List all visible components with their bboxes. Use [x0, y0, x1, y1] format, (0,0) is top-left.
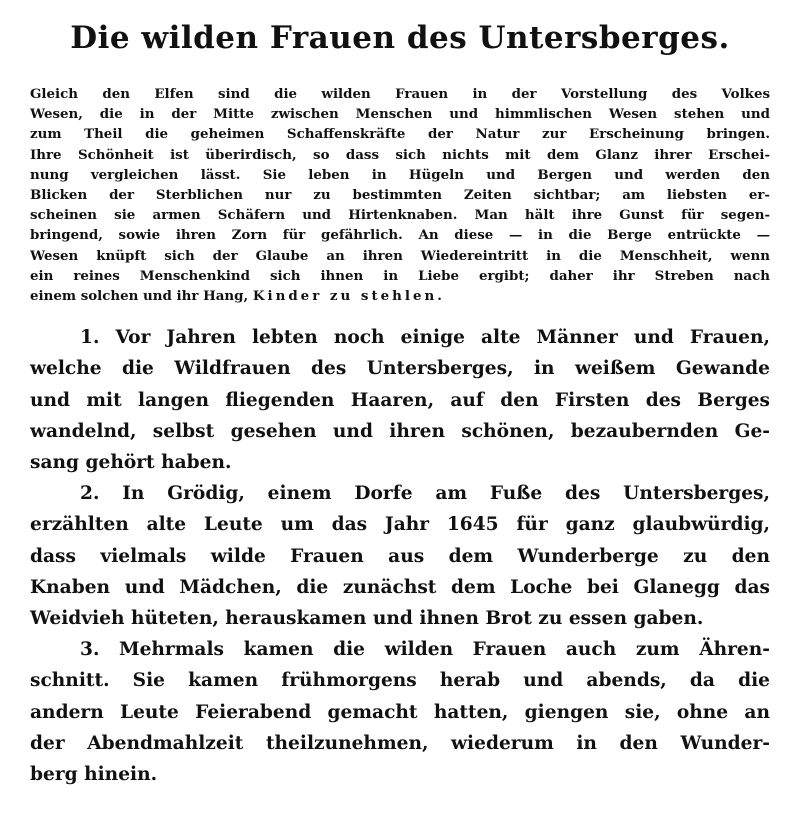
page-title: Die wilden Frauen des Untersberges. — [70, 20, 730, 56]
text-line: Gleich den Elfen sind die wilden Frauen in der Vorstellung des Volkes — [30, 86, 770, 102]
text-line: Weidvieh hüteten, herauskamen und ihnen Brot zu essen gaben. — [30, 608, 704, 630]
text-line: der Abendmahlzeit theilzunehmen, wiederum in den Wunder- — [30, 732, 770, 754]
text-line: dass vielmals wilde Frauen aus dem Wunderberge zu den — [30, 545, 770, 567]
numbered-paragraph-3 — [30, 634, 770, 790]
text-line: zum Theil die geheimen Schaffenskräfte der Natur zur Erscheinung bringen. — [30, 126, 770, 143]
text-line: andern Leute Feierabend gemacht hatten, giengen sie, ohne an — [30, 701, 770, 723]
numbered-paragraph-2 — [30, 478, 770, 634]
text-line: sang gehört haben. — [30, 452, 232, 474]
text-line: 2. In Grödig, einem Dorfe am Fuße des Untersberges, — [80, 483, 770, 505]
text-line: Wesen, die in der Mitte zwischen Menschen und himmlischen Wesen stehen und — [30, 106, 770, 123]
text-line: und mit langen fliegenden Haaren, auf den Firsten des Berges — [30, 389, 770, 411]
text-line — [30, 286, 770, 306]
text-line: 3. Mehrmals kamen die wilden Frauen auch zum Ähren- — [80, 639, 770, 661]
text-line: erzählten alte Leute um das Jahr 1645 für ganz glaubwürdig, — [30, 514, 770, 536]
text-segment: einem solchen und ihr Hang, — [30, 288, 249, 305]
text-line: Ihre Schönheit ist überirdisch, so dass sich nichts mit dem Glanz ihrer Erschei- — [30, 146, 770, 163]
text-line: berg hinein. — [30, 764, 158, 786]
intro-paragraph — [30, 84, 770, 306]
text-line: scheinen sie armen Schäfern und Hirtenknaben. Man hält ihre Gunst für segen- — [30, 207, 770, 224]
text-line: bringend, sowie ihren Zorn für gefährlich. An diese — in die Berge entrückte — — [30, 227, 770, 244]
text-line: Knaben und Mädchen, die zunächst dem Loche bei Glanegg das — [30, 576, 770, 598]
text-line: Wesen knüpft sich der Glaube an ihren Wiedereintritt in die Menschheit, wenn — [30, 247, 770, 264]
numbered-paragraph-1 — [30, 322, 770, 478]
spaced-emphasis: Kinder zu stehlen. — [252, 288, 445, 305]
text-line: ein reines Menschenkind sich ihnen in Liebe ergibt; daher ihr Streben nach — [30, 267, 770, 284]
text-line: wandelnd, selbst gesehen und ihren schönen, bezaubernden Ge- — [30, 420, 770, 442]
text-line: nung vergleichen lässt. Sie leben in Hügeln und Bergen und werden den — [30, 166, 770, 183]
text-line: welche die Wildfrauen des Untersberges, in weißem Gewande — [30, 358, 770, 380]
text-line: schnitt. Sie kamen frühmorgens herab und abends, da die — [30, 670, 770, 692]
text-line: 1. Vor Jahren lebten noch einige alte Männer und Frauen, — [80, 327, 770, 349]
text-line: Blicken der Sterblichen nur zu bestimmten Zeiten sichtbar; am liebsten er- — [30, 187, 770, 204]
